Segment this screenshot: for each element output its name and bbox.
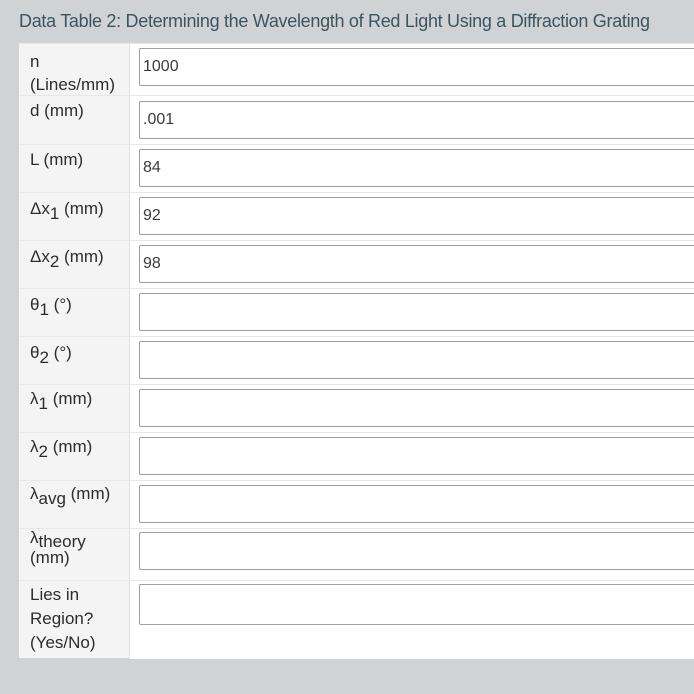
label-main: λ bbox=[30, 528, 39, 547]
label-main: θ bbox=[30, 295, 40, 314]
table-row-theta2 bbox=[19, 336, 694, 384]
label-line2: Region? bbox=[30, 609, 94, 628]
table-row-lambda-avg bbox=[19, 480, 694, 528]
table-row-d bbox=[19, 95, 694, 144]
value-cell bbox=[130, 193, 694, 240]
label-subscript: theory bbox=[38, 532, 86, 551]
table-row-lambda1 bbox=[19, 384, 694, 432]
row-label-text bbox=[30, 50, 115, 96]
row-label-text bbox=[30, 482, 111, 508]
label-main: Lies in bbox=[30, 585, 80, 604]
label-main: Δx bbox=[30, 247, 50, 266]
row-label bbox=[19, 193, 130, 240]
table-row-lies-in-region bbox=[19, 580, 694, 659]
value-cell bbox=[130, 289, 694, 336]
dx1-input[interactable] bbox=[139, 197, 694, 235]
label-unit: (mm) bbox=[59, 247, 104, 266]
row-label-text bbox=[30, 245, 104, 271]
value-cell bbox=[130, 145, 694, 192]
table-title: Data Table 2: Determining the Wavelength of Red Light Using a Diffraction Grating bbox=[19, 11, 650, 31]
row-label-text bbox=[30, 197, 104, 223]
value-cell bbox=[130, 385, 694, 432]
l-input[interactable] bbox=[139, 149, 694, 187]
table-row-n bbox=[19, 43, 694, 95]
label-line3: (Yes/No) bbox=[30, 633, 96, 652]
row-label bbox=[19, 241, 130, 288]
value-cell bbox=[130, 44, 694, 95]
row-label bbox=[19, 145, 130, 192]
label-main: d (mm) bbox=[30, 101, 84, 120]
row-label bbox=[19, 44, 130, 95]
lambda1-input[interactable] bbox=[139, 389, 694, 427]
row-label-text bbox=[30, 293, 72, 319]
label-main: λ bbox=[30, 389, 39, 408]
row-label bbox=[19, 289, 130, 336]
theta2-input[interactable] bbox=[139, 341, 694, 379]
label-main: λ bbox=[30, 437, 39, 456]
label-subscript: 2 bbox=[49, 252, 60, 271]
value-cell bbox=[130, 581, 694, 659]
row-label bbox=[19, 385, 130, 432]
table-row-dx1 bbox=[19, 192, 694, 240]
label-subscript: 2 bbox=[39, 348, 49, 367]
table-row-dx2 bbox=[19, 240, 694, 288]
row-label-text bbox=[30, 99, 84, 122]
n-input[interactable] bbox=[139, 48, 694, 86]
row-label-text bbox=[30, 341, 72, 367]
row-label-text bbox=[30, 435, 93, 461]
row-label bbox=[19, 433, 130, 480]
value-cell bbox=[130, 529, 694, 580]
data-table bbox=[19, 43, 694, 658]
lambda-avg-input[interactable] bbox=[139, 485, 694, 523]
label-subscript: 1 bbox=[49, 204, 60, 223]
value-cell bbox=[130, 241, 694, 288]
label-main: λ bbox=[30, 484, 39, 503]
row-label bbox=[19, 581, 130, 659]
label-subscript: 1 bbox=[39, 300, 49, 319]
label-unit: (mm) bbox=[59, 199, 104, 218]
dx2-input[interactable] bbox=[139, 245, 694, 283]
label-subscript: avg bbox=[38, 489, 66, 508]
label-subscript: 1 bbox=[38, 394, 48, 413]
row-label bbox=[19, 96, 130, 144]
label-subscript: 2 bbox=[38, 442, 48, 461]
lambda2-input[interactable] bbox=[139, 437, 694, 475]
row-label bbox=[19, 337, 130, 384]
label-main: L (mm) bbox=[30, 150, 84, 169]
value-cell bbox=[130, 337, 694, 384]
label-main: Δx bbox=[30, 199, 50, 218]
label-unit: (mm) bbox=[47, 437, 93, 456]
lies-in-region-input[interactable] bbox=[139, 584, 694, 625]
table-row-lambda2 bbox=[19, 432, 694, 480]
row-label bbox=[19, 529, 130, 580]
row-label bbox=[19, 481, 130, 528]
label-unit: (mm) bbox=[65, 484, 111, 503]
table-row-lambda-theory bbox=[19, 528, 694, 580]
label-unit: (°) bbox=[48, 295, 72, 314]
row-label-text bbox=[30, 583, 96, 655]
row-label-text bbox=[30, 387, 93, 413]
label-main: θ bbox=[30, 343, 40, 362]
value-cell bbox=[130, 96, 694, 144]
d-input[interactable] bbox=[139, 101, 694, 139]
row-label-text bbox=[30, 148, 83, 171]
label-main: n bbox=[30, 52, 40, 71]
lambda-theory-input[interactable] bbox=[139, 532, 694, 570]
value-cell bbox=[130, 433, 694, 480]
row-label-text bbox=[30, 528, 86, 568]
label-line2: (mm) bbox=[30, 548, 70, 567]
table-row-theta1 bbox=[19, 288, 694, 336]
table-row-l bbox=[19, 144, 694, 192]
label-unit: (mm) bbox=[47, 389, 93, 408]
theta1-input[interactable] bbox=[139, 293, 694, 331]
label-unit: (°) bbox=[48, 343, 72, 362]
label-line2: (Lines/mm) bbox=[30, 75, 116, 94]
value-cell bbox=[130, 481, 694, 528]
